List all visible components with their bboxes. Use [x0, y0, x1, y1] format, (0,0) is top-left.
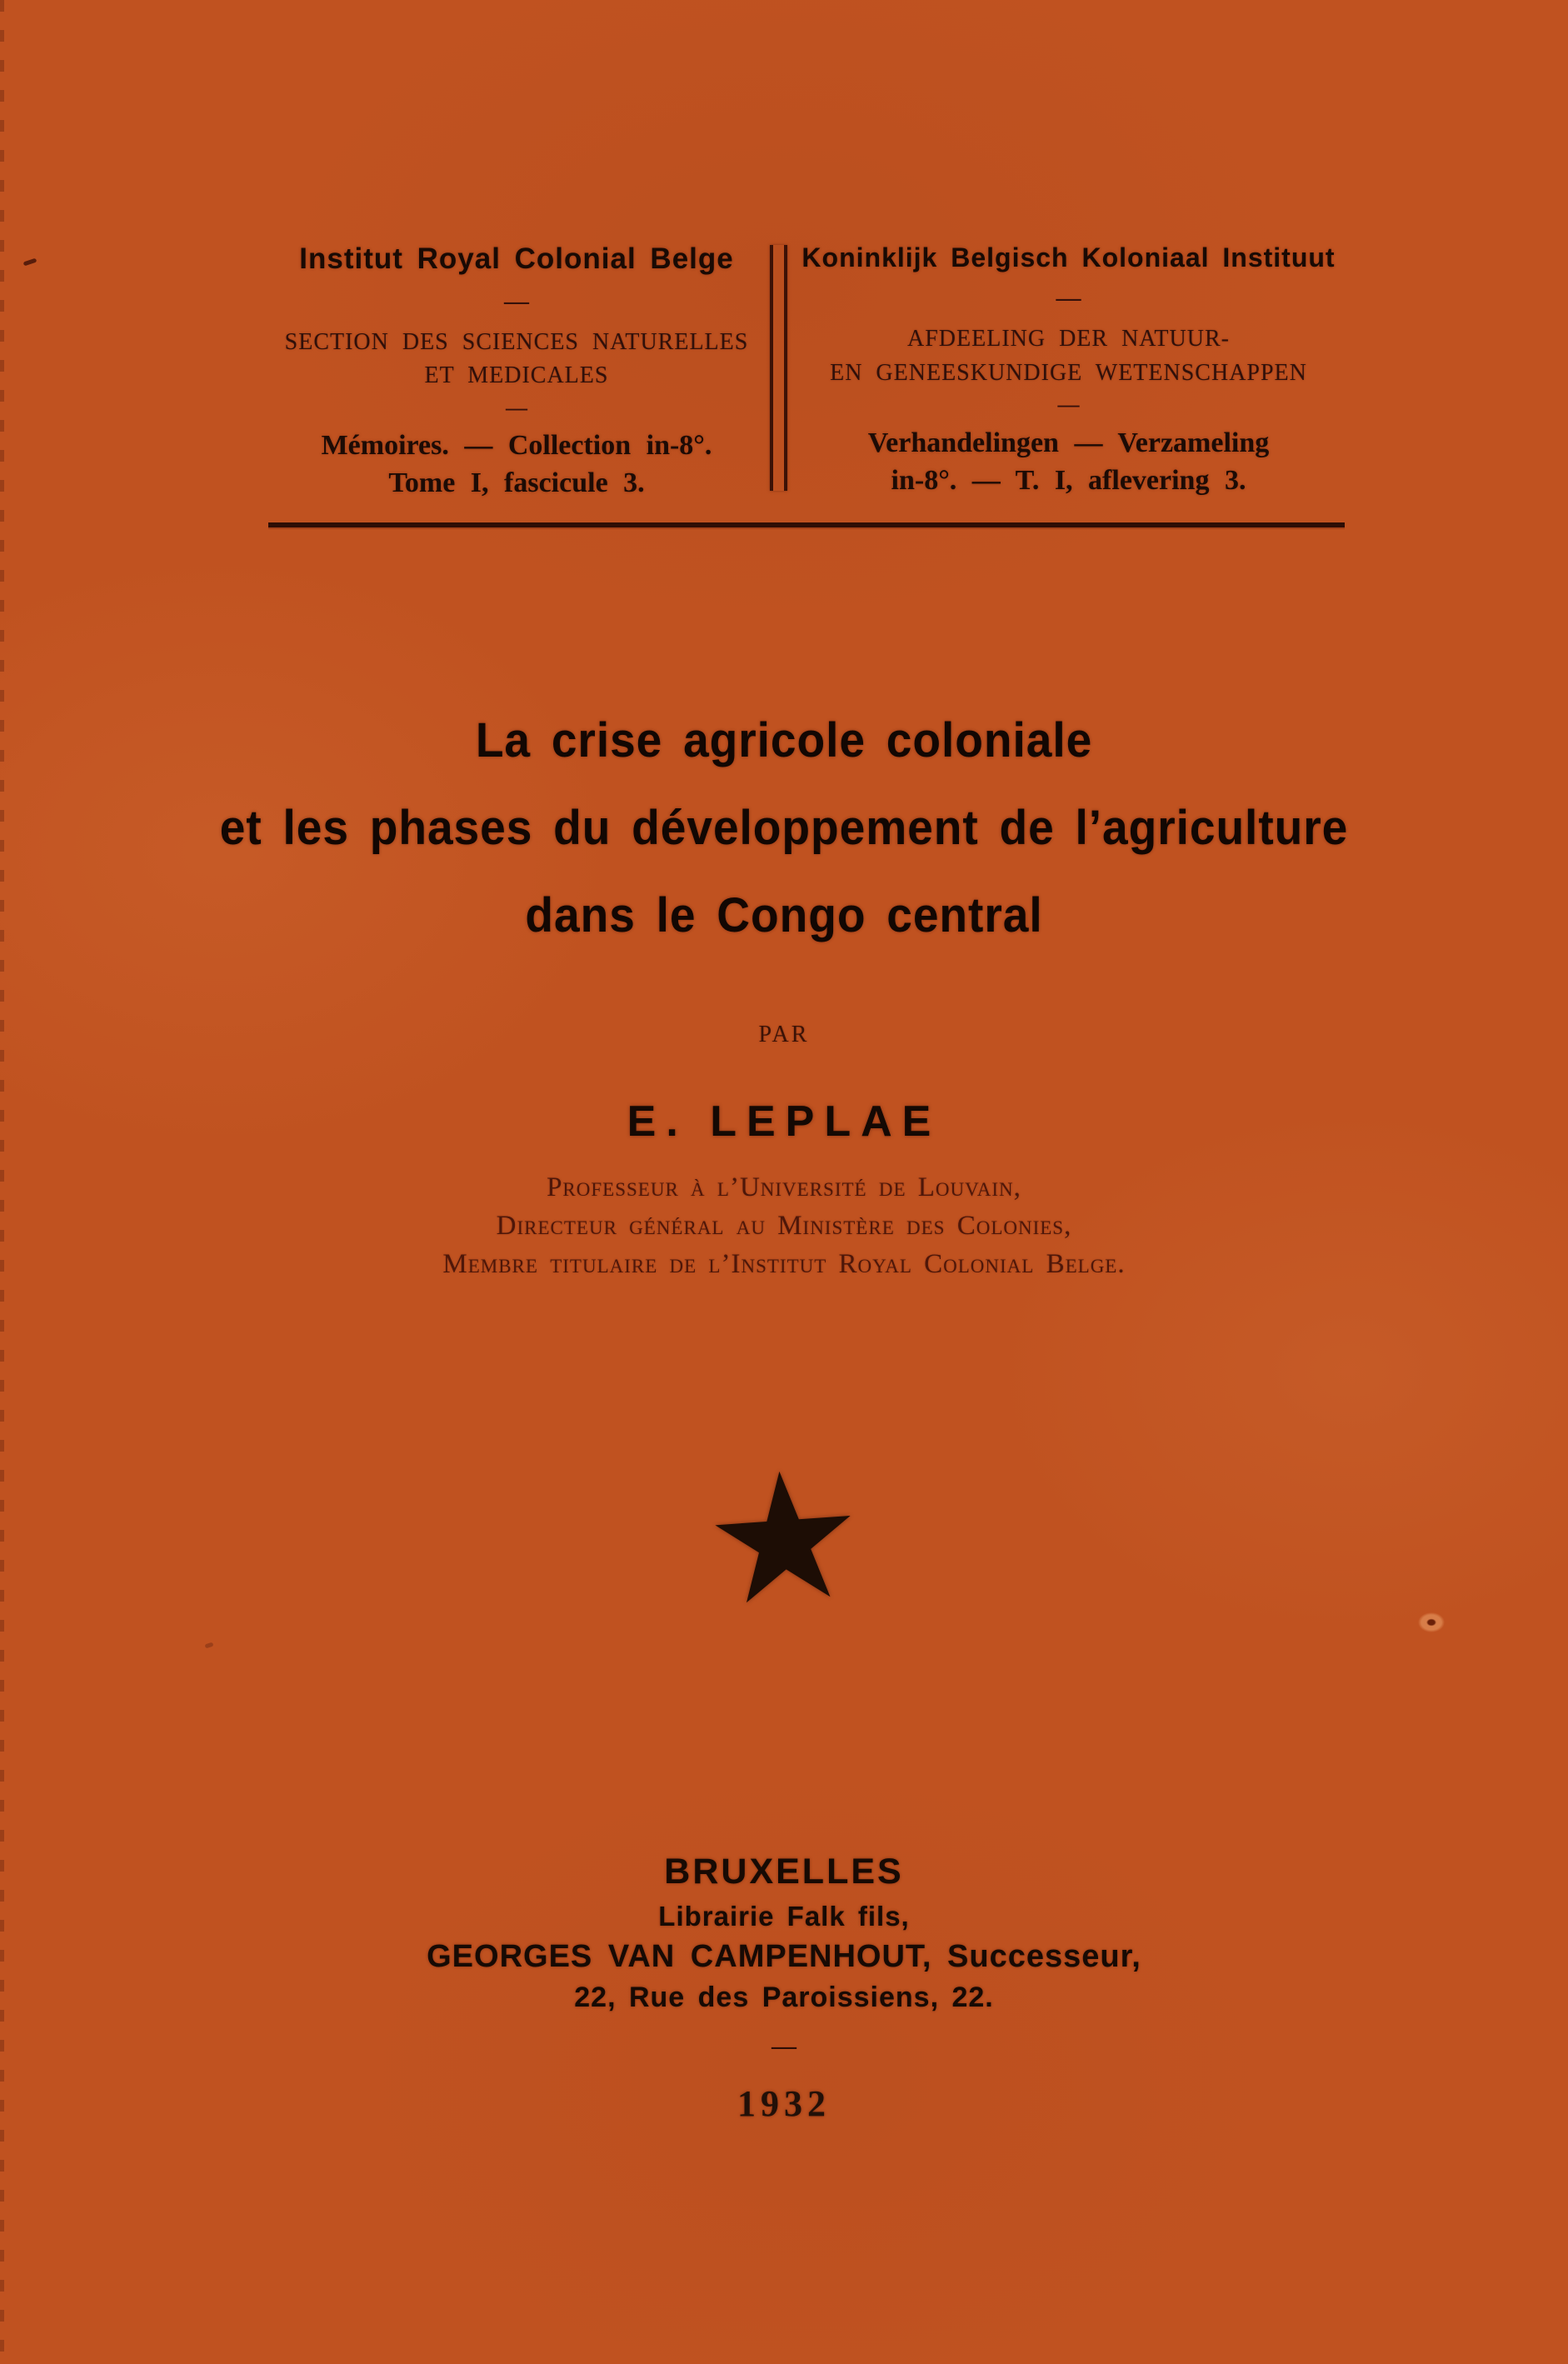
double-rule-divider [770, 245, 787, 491]
book-title-line1: La crise agricole coloniale [475, 713, 1093, 767]
imprint-publisher-line1: Librairie Falk fils, [658, 1901, 910, 1932]
separator-dash: — [504, 287, 529, 315]
imprint-address: 22, Rue des Paroissiens, 22. [574, 1982, 994, 2013]
affiliation-line3: Membre titulaire de l’Institut Royal Colonial Belge. [442, 1249, 1126, 1280]
imprint-city: BRUXELLES [664, 1852, 904, 1892]
header-column-dutch [792, 243, 1345, 502]
series-header [268, 243, 1345, 527]
imprint-block [0, 1852, 1568, 2125]
book-title-line2: et les phases du développement de l’agriculture [219, 801, 1349, 855]
series-title-fr-line1: Mémoires. — Collection in-8°. [321, 430, 712, 462]
separator-dash: — [506, 395, 527, 420]
series-title-fr-line2: Tome I, fascicule 3. [388, 467, 645, 499]
affiliation-line2: Directeur général au Ministère des Colonies, [496, 1211, 1072, 1242]
separator-dash: — [772, 2032, 796, 2060]
print-blemish [204, 1642, 213, 1649]
affiliation-line1: Professeur à l’Université de Louvain, [547, 1172, 1021, 1202]
section-name-nl-line1: AFDEELING DER NATUUR- [907, 326, 1230, 352]
section-name-nl-line2: EN GENEESKUNDIGE WETENSCHAPPEN [830, 359, 1307, 386]
section-name-fr-line1: SECTION DES SCIENCES NATURELLES [284, 328, 749, 355]
par-label: PAR [758, 1022, 810, 1047]
author-name: E. LEPLAE [627, 1097, 941, 1146]
section-name-fr-line2: ET MEDICALES [424, 362, 609, 389]
book-title [0, 713, 1568, 979]
print-blemish [23, 258, 37, 267]
institute-name-fr: Institut Royal Colonial Belge [299, 242, 734, 275]
separator-dash: — [1056, 284, 1081, 312]
series-title-nl-line2: in-8°. — T. I, aflevering 3. [891, 464, 1246, 496]
series-title-nl-line1: Verhandelingen — Verzameling [867, 427, 1270, 458]
author-affiliations [0, 1168, 1568, 1284]
ornament-wrapper [0, 1429, 1568, 1647]
separator-dash: — [1057, 392, 1080, 417]
institute-name-nl: Koninklijk Belgisch Koloniaal Instituut [801, 242, 1336, 272]
header-column-french [268, 243, 765, 502]
star-icon: ★ [697, 1429, 871, 1647]
imprint-year: 1932 [737, 2083, 831, 2124]
print-blemish [1415, 1610, 1448, 1635]
book-title-line3: dans le Congo central [525, 888, 1043, 942]
imprint-publisher-line2: GEORGES VAN CAMPENHOUT, Successeur, [427, 1939, 1141, 1974]
